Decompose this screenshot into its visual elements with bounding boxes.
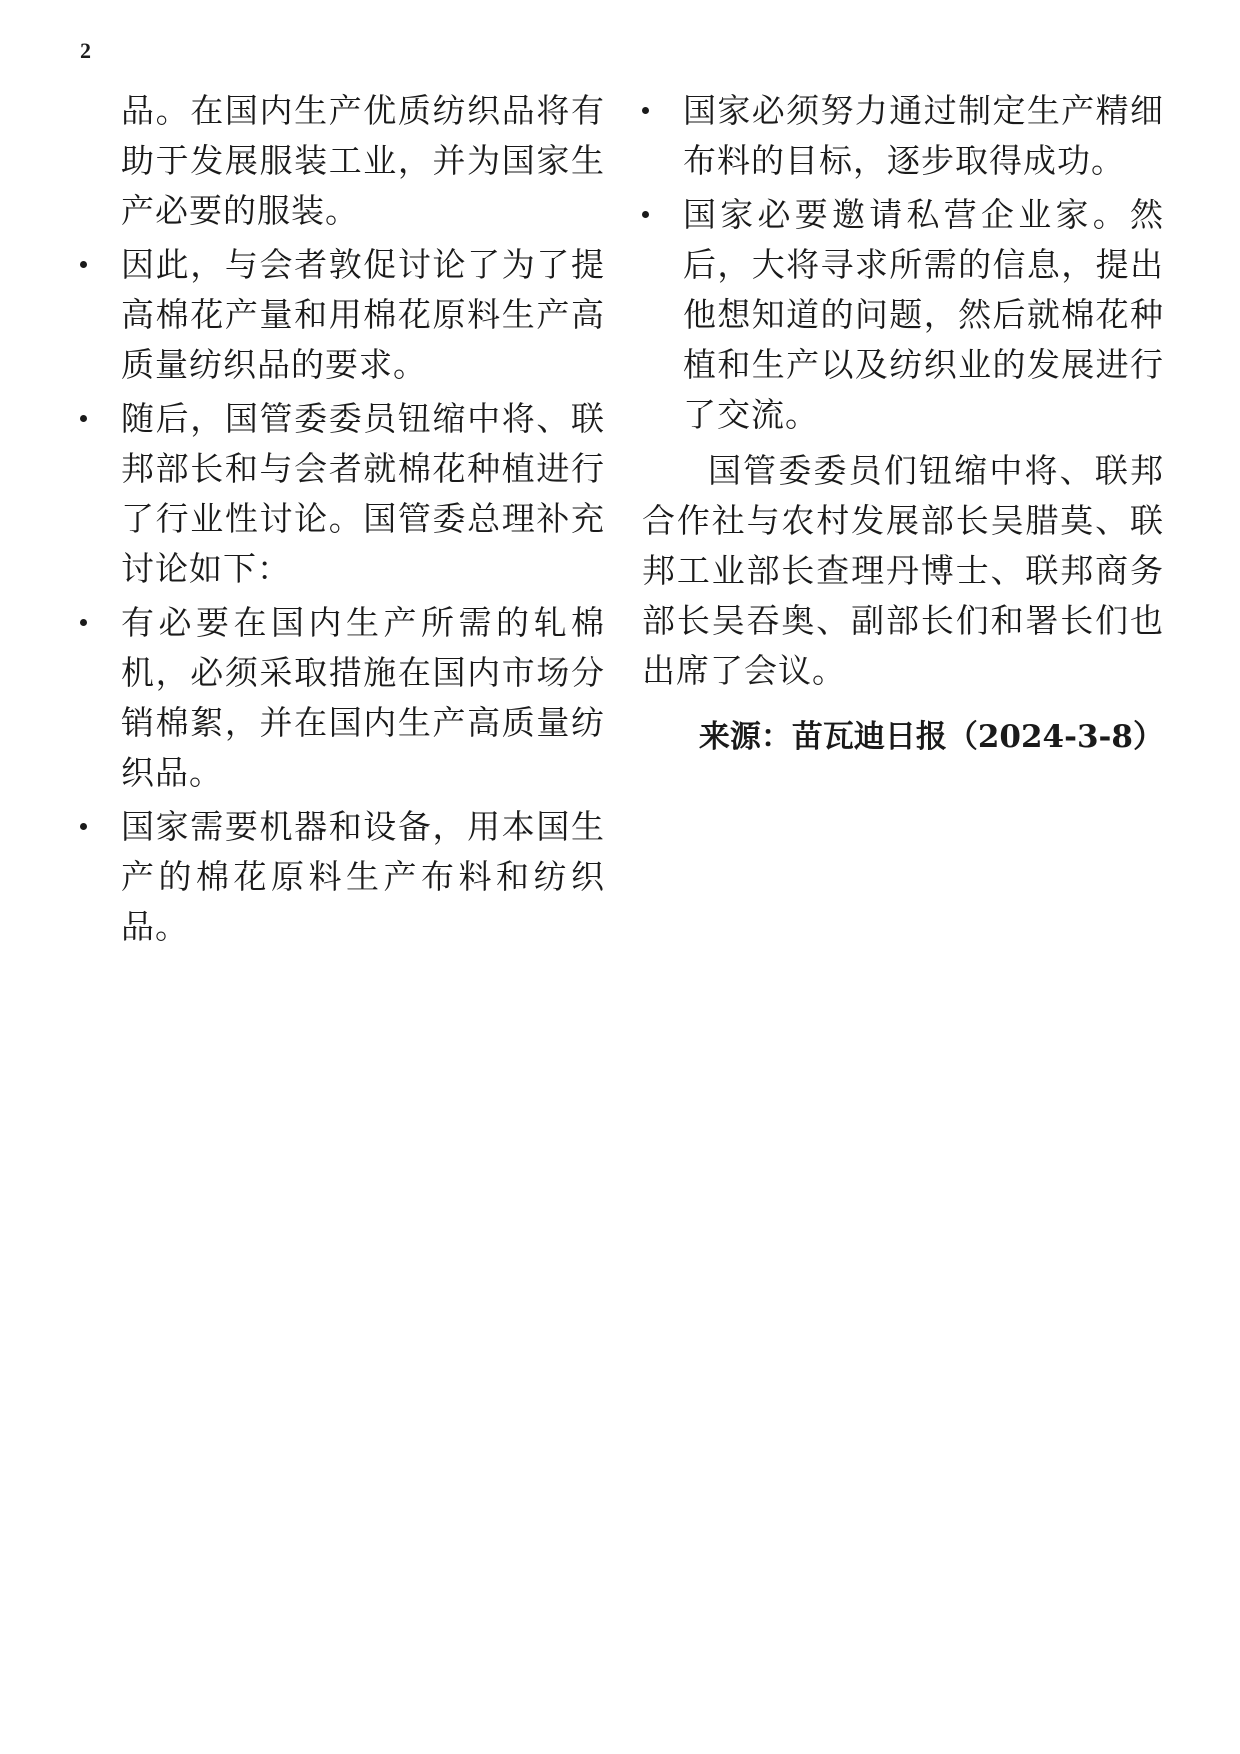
bullet-item (642, 86, 1164, 186)
bullet-item (80, 598, 605, 798)
bullet-text: 有必要在国内生产所需的轧棉机，必须采取措施在国内市场分销棉絮，并在国内生产高质量纺织品。 (121, 603, 605, 792)
bullet-icon (80, 619, 87, 626)
bullet-item (80, 394, 605, 594)
bullet-text: 国家必须努力通过制定生产精细布料的目标，逐步取得成功。 (683, 91, 1164, 180)
bullet-icon (80, 415, 87, 422)
bullet-text: 因此，与会者敦促讨论了为了提高棉花产量和用棉花原料生产高质量纺织品的要求。 (121, 245, 605, 384)
bullet-text: 随后，国管委委员钮缩中将、联邦部长和与会者就棉花种植进行了行业性讨论。国管委总理补充讨论如下： (121, 399, 605, 588)
attendees-paragraph: 国管委委员们钮缩中将、联邦合作社与农村发展部长吴腊莫、联邦工业部长查理丹博士、联邦商务部长吴吞奥、副部长们和署长们也出席了会议。 (642, 451, 1164, 690)
source-line: 来源：苗瓦迪日报（2024-3-8） (698, 719, 1164, 755)
bullet-text: 国家需要机器和设备，用本国生产的棉花原料生产布料和纺织品。 (121, 807, 605, 946)
bullet-icon (80, 261, 87, 268)
left-column (80, 86, 605, 956)
bullet-text: 国家必要邀请私营企业家。然后，大将寻求所需的信息，提出他想知道的问题，然后就棉花种植和生产以及纺织业的发展进行了交流。 (683, 195, 1164, 434)
bullet-item (642, 190, 1164, 440)
bullet-item (80, 802, 605, 952)
page-number: 2 (80, 38, 91, 63)
bullet-icon (80, 823, 87, 830)
bullet-item (80, 240, 605, 390)
right-column (642, 86, 1164, 762)
continued-paragraph: 品。在国内生产优质纺织品将有助于发展服装工业，并为国家生产必要的服装。 (121, 91, 605, 230)
bullet-icon (642, 211, 649, 218)
bullet-icon (642, 107, 649, 114)
